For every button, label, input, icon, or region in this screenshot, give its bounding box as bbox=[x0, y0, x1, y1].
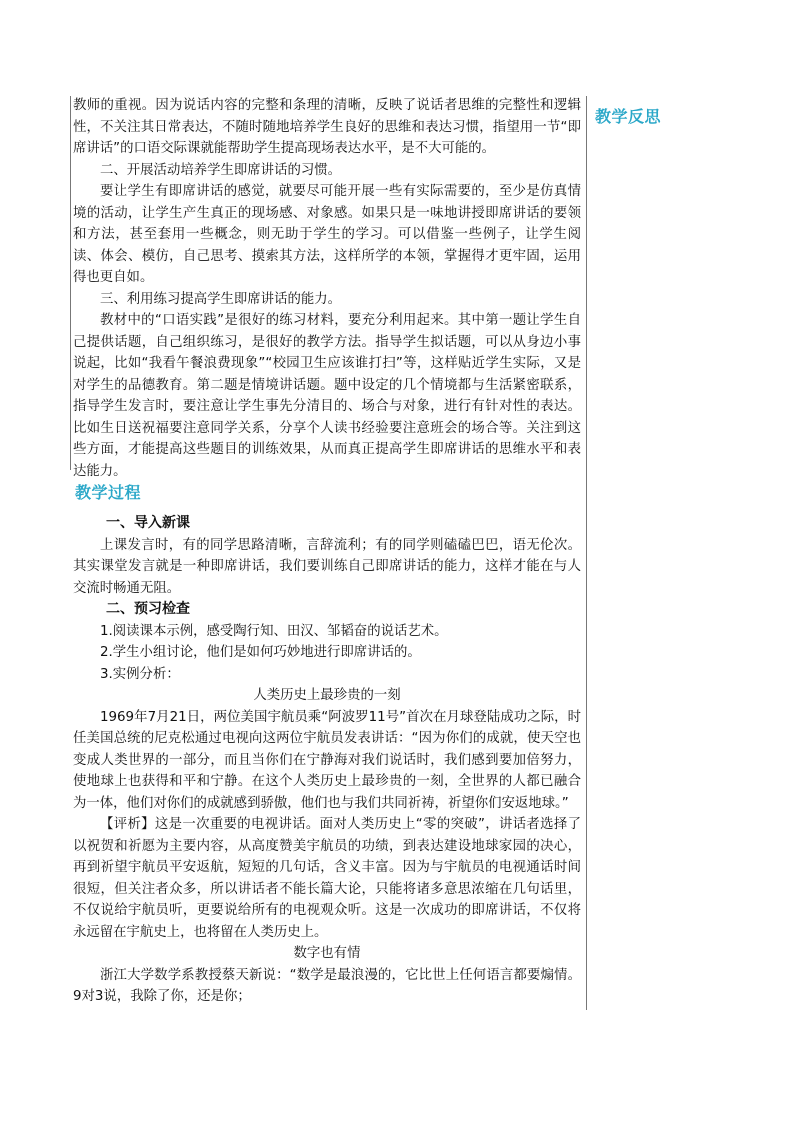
side-heading: 教学反思 bbox=[595, 107, 662, 126]
paragraph: 教师的重视。因为说话内容的完整和条理的清晰，反映了说话者思维的完整性和逻辑性，不关注其日常表达，不随时随地培养学生良好的思维和表达习惯，指望用一节“即席讲话”的口语交际课就能帮助学生提高现场表达水平，是不大可能的。 bbox=[73, 98, 581, 156]
paragraph: 【评析】这是一次重要的电视讲话。面对人类历史上“零的突破”，讲话者选择了以祝贺和祈愿为主要内容，从高度赞美宇航员的功绩，到表达建设地球家园的决心，再到祈望宇航员平安返航，短短的几句话，含义丰富。因为与宇航员的电视通话时间很短，但关注者众多，所以讲话者不能长篇大论，只能将诸多意思浓缩在几句话里，不仅说给宇航员听，更要说给所有的电视观众听。这是一次成功的即席讲话，不仅将永远留在宇航史上，也将留在人类历史上。 bbox=[73, 817, 581, 940]
paragraph: 上课发言时，有的同学思路清晰，言辞流利；有的同学则磕磕巴巴，语无伦次。其实课堂发言就是一种即席讲话，我们要训练自己即席讲话的能力，这样才能在与人交流时畅通无阻。 bbox=[73, 537, 581, 596]
process-heading: 教学过程 bbox=[75, 483, 142, 502]
paragraph: 浙江大学数学系教授蔡天新说：“数学是最浪漫的，它比世上任何语言都要煽情。9对3说，我除了你，还是你； bbox=[73, 967, 581, 1004]
paragraph: 教材中的“口语实践”是很好的练习材料，要充分利用起来。其中第一题让学生自己提供话题，自己组织练习，是很好的教学方法。指导学生拟话题，可以从身边小事说起，比如“我看午餐浪费现象”“校园卫生应该谁打扫”等，这样贴近学生实际，又是对学生的品德教育。第二题是情境讲话题。题中设定的几个情境都与生活紧密联系，指导学生发言时，要注意让学生事先分清目的、场合与对象，进行有针对性的表达。比如生日送祝福要注意同学关系，分享个人读书经验要注意班会的场合等。关注到这些方面，才能提高这些题目的训练效果，从而真正提高学生即席讲话的思维水平和表达能力。 bbox=[73, 313, 581, 479]
list-item: 3.实例分析： bbox=[100, 666, 180, 682]
list-item: 2.学生小组讨论，他们是如何巧妙地进行即席讲话的。 bbox=[100, 645, 421, 660]
list-item: 1.阅读课本示例，感受陶行知、田汉、邹韬奋的说话艺术。 bbox=[100, 623, 448, 639]
process-section bbox=[73, 513, 581, 1008]
example-title: 人类历史上最珍贵的一刻 bbox=[253, 688, 401, 703]
paragraph: 二、开展活动培养学生即席讲话的习惯。 bbox=[100, 162, 342, 178]
section-title: 一、导入新课 bbox=[106, 515, 190, 531]
top-section-left-border bbox=[70, 96, 71, 470]
example-title: 数字也有情 bbox=[293, 946, 361, 961]
paragraph: 1969年7月21日，两位美国宇航员乘“阿波罗11号”首次在月球登陆成功之际，时任美国总统的尼克松通过电视向这两位宇航员发表讲话：“因为你们的成就，使天空也变成人类世界的一部分，而且当你们在宁静海对我们说话时，我们感到要加倍努力，使地球上也获得和平和宁静。在这个人类历史上最珍贵的一刻，全世界的人都已融合为一体，他们对你们的成就感到骄傲，他们也与我们共同祈祷，祈望你们安返地球。” bbox=[73, 709, 581, 811]
paragraph: 三、利用练习提高学生即席讲话的能力。 bbox=[100, 291, 342, 307]
column-divider bbox=[586, 96, 587, 1010]
top-section bbox=[73, 95, 581, 482]
paragraph: 要让学生有即席讲话的感觉，就要尽可能开展一些有实际需要的，至少是仿真情境的活动，让学生产生真正的现场感、对象感。如果只是一味地讲授即席讲话的要领和方法，甚至套用一些概念，则无助于学生的学习。可以借鉴一些例子，让学生阅读、体会、模仿，自己思考、摸索其方法，这样所学的本领，掌握得才更牢固，运用得也更自如。 bbox=[73, 184, 581, 285]
section-title: 二、预习检查 bbox=[106, 601, 190, 617]
